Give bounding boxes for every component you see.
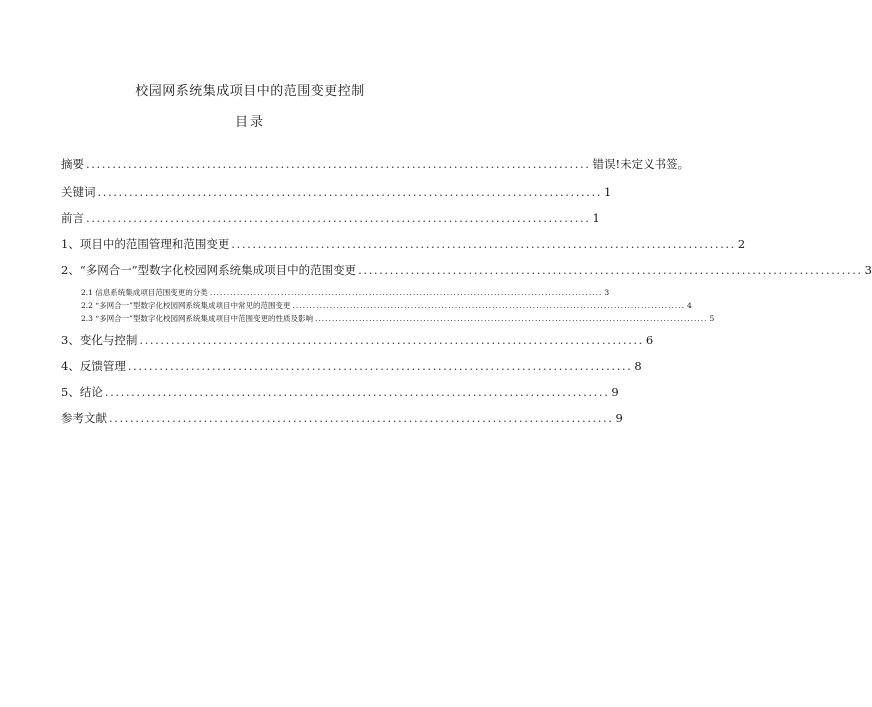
toc-dot-leader: ................................................................................................ [231, 237, 736, 251]
toc-entry-references[interactable] [61, 410, 623, 426]
toc-entry-section-2-2[interactable] [81, 300, 692, 311]
toc-entry-label: 1、项目中的范围管理和范围变更 [61, 237, 230, 251]
toc-dot-leader: ................................................................................................ [97, 185, 603, 199]
toc-entry-section-1[interactable] [61, 236, 746, 252]
toc-entry-abstract[interactable] [61, 156, 690, 172]
toc-dot-leader: ................................................................................................ [109, 411, 614, 425]
toc-entry-label: 4、反馈管理 [61, 359, 126, 373]
toc-entry-label: 2、“多网合一”型数字化校园网系统集成项目中的范围变更 [61, 263, 357, 277]
document-title: 校园网系统集成项目中的范围变更控制 [135, 84, 365, 99]
toc-entry-page: 2 [737, 237, 746, 251]
toc-entry-section-5[interactable] [61, 384, 619, 400]
toc-entry-page: 9 [611, 385, 619, 399]
toc-entry-page: 1 [604, 185, 612, 199]
toc-dot-leader: ................................................................................................ [86, 157, 591, 171]
toc-entry-label: 关键词 [61, 185, 96, 199]
toc-entry-label: 2.1 信息系统集成项目范围变更的分类 [81, 288, 208, 297]
toc-entry-page: 8 [634, 359, 642, 373]
toc-dot-leader: ................................................................................................ [86, 211, 591, 225]
toc-entry-label: 前言 [61, 211, 84, 225]
toc-entry-section-2-3[interactable] [81, 313, 715, 324]
toc-entry-page: 5 [709, 314, 715, 323]
toc-dot-leader: ................................................................................................ [139, 333, 644, 347]
toc-entry-label: 3、变化与控制 [61, 333, 138, 347]
toc-entry-page: 3 [604, 288, 610, 297]
toc-entry-page: 3 [864, 263, 872, 277]
toc-entry-label: 5、结论 [61, 385, 103, 399]
toc-entry-preface[interactable] [61, 210, 600, 226]
toc-entry-label: 2.3 “多网合一”型数字化校园网系统集成项目中范围变更的性质及影响 [81, 314, 313, 323]
toc-entry-section-2[interactable] [61, 262, 872, 278]
toc-dot-leader: .................................................................................................................... [314, 314, 708, 323]
toc-dot-leader: ................................................................................................ [127, 359, 633, 373]
toc-dot-leader: .................................................................................................................... [292, 301, 686, 310]
toc-heading: 目录 [234, 115, 265, 130]
toc-entry-section-2-1[interactable] [81, 287, 610, 298]
toc-entry-page: 6 [645, 333, 654, 347]
toc-entry-section-4[interactable] [61, 358, 642, 374]
toc-entry-label: 2.2 “多网合一”型数字化校园网系统集成项目中常见的范围变更 [81, 301, 291, 310]
toc-entry-keywords[interactable] [61, 184, 612, 200]
toc-entry-page: 错误!未定义书签。 [592, 157, 690, 171]
toc-dot-leader: ................................................................................................ [358, 263, 863, 277]
toc-entry-section-3[interactable] [61, 332, 654, 348]
toc-entry-page: 9 [615, 411, 623, 425]
toc-entry-page: 4 [687, 301, 692, 310]
toc-entry-label: 摘要 [61, 157, 84, 171]
toc-dot-leader: .................................................................................................................... [209, 288, 603, 297]
toc-entry-page: 1 [592, 211, 600, 225]
toc-dot-leader: ................................................................................................ [104, 385, 610, 399]
toc-entry-label: 参考文献 [61, 411, 107, 425]
